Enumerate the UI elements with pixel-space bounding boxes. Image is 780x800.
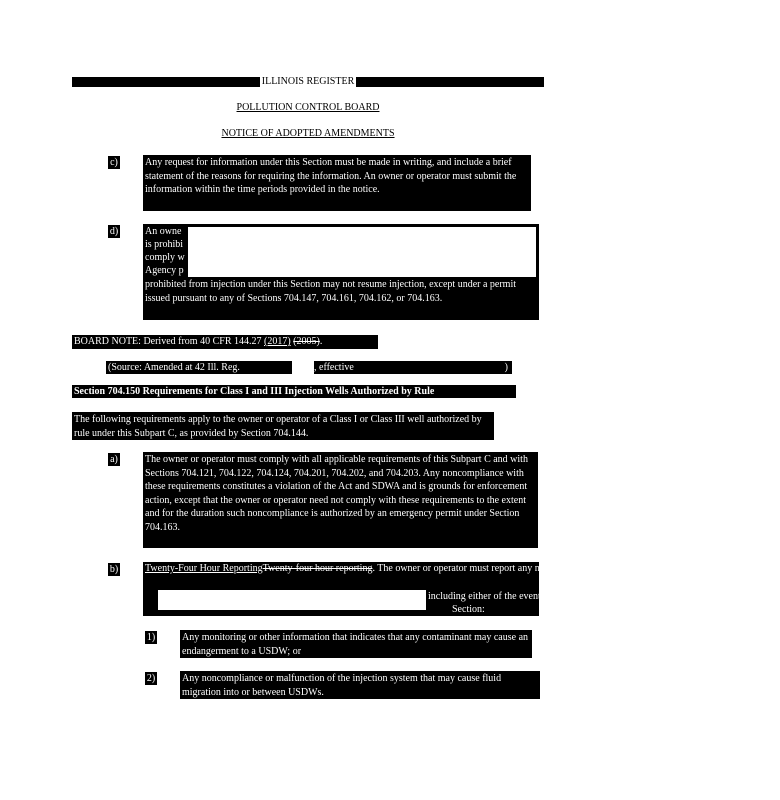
sub-b-line-3: Section:	[452, 604, 485, 615]
register-title: ILLINOIS REGISTER	[261, 76, 355, 87]
list-item-1-text: Any monitoring or other information that indicates that any contaminant may cause an endangerment to a USDW; or	[180, 630, 532, 658]
sub-a-text: The owner or operator must comply with all applicable requirements of this Subpart C and with Sections 704.121, 704.122, 704.124, 704.201, 704.202, and 704.203. Any noncompliance with these requirements constitutes a violation of the Act and SDWA and is grounds for enforcement action, except that the owner or operator need not comply with these requirements to the extent and for the duration such noncompliance is authorized by an emergency permit under Section 704.163.	[143, 452, 538, 548]
section-intro: The following requirements apply to the owner or operator of a Class I or Class III well authorized by rule under this Subpart C, as provided by Section 704.144.	[72, 412, 494, 440]
sub-b-line-2: including either of the events described in subsection (b)(1) or (b)(2) of this	[428, 591, 731, 602]
item-d-frag-1: An owne	[145, 226, 182, 237]
list-item-1-label: 1)	[146, 632, 156, 643]
source-line-a: (Source: Amended at 42 Ill. Reg.	[106, 361, 292, 374]
item-d-frag-3: comply w	[145, 252, 185, 263]
list-item-2-label: 2)	[146, 673, 156, 684]
board-note: BOARD NOTE: Derived from 40 CFR 144.27 (2017) (2005).	[72, 335, 378, 349]
sub-b-redaction	[158, 590, 426, 610]
item-d-tail: prohibited from injection under this Section may not resume injection, except under a permit issued pursuant to any of Sections 704.147, 704.161, 704.162, or 704.163.	[145, 279, 517, 304]
sub-b-line-1: Twenty-Four Hour ReportingTwenty-four hour reporting. The owner or operator must report any noncompliance that may endanger health or the environment,	[145, 563, 780, 574]
sub-a-label: a)	[108, 453, 120, 466]
notice-title: NOTICE OF ADOPTED AMENDMENTS	[221, 128, 395, 139]
redaction-box	[188, 227, 536, 277]
item-c-label: c)	[108, 156, 120, 169]
item-d-frag-4: Agency p	[145, 265, 184, 276]
source-line-b: , effective )	[314, 361, 512, 374]
section-heading: Section 704.150 Requirements for Class I and III Injection Wells Authorized by Rule	[72, 385, 516, 398]
item-d-label: d)	[109, 226, 119, 237]
sub-b-label: b)	[109, 564, 119, 575]
board-title: POLLUTION CONTROL BOARD	[236, 102, 380, 113]
item-d-frag-2: is prohibi	[145, 239, 184, 250]
list-item-2-text: Any noncompliance or malfunction of the injection system that may cause fluid migration into or between USDWs.	[180, 671, 540, 699]
item-c-text: Any request for information under this Section must be made in writing, and include a brief statement of the reasons for requiring the information. An owner or operator must submit the information within the time periods provided in the notice.	[143, 155, 531, 211]
